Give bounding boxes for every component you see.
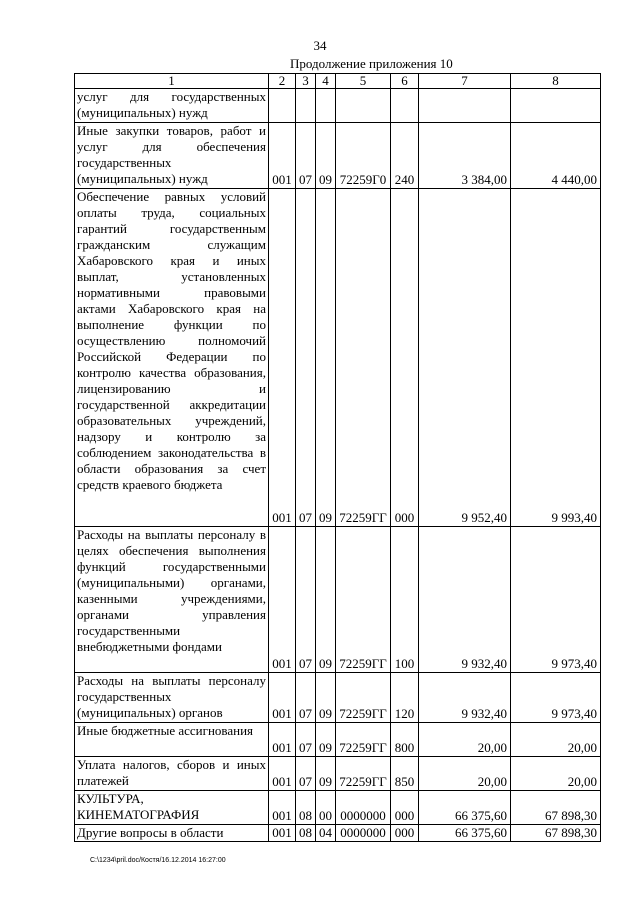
cell-expense-type: 100: [391, 527, 419, 673]
cell-subsection: 09: [316, 189, 336, 527]
cell-section: 07: [296, 757, 316, 791]
cell-subsection: 04: [316, 825, 336, 842]
cell-section: 07: [296, 527, 316, 673]
cell-amount-year2: [511, 89, 601, 123]
cell-ministry: 001: [269, 673, 296, 723]
cell-ministry: 001: [269, 527, 296, 673]
cell-target-article: 72259ГГ: [336, 527, 391, 673]
row-description: Расходы на выплаты персоналу государственных (муниципальных) органов: [75, 673, 269, 723]
cell-amount-year2: 20,00: [511, 723, 601, 757]
cell-section: 07: [296, 189, 316, 527]
cell-target-article: 72259Г0: [336, 123, 391, 189]
cell-ministry: 001: [269, 825, 296, 842]
cell-target-article: [336, 89, 391, 123]
header-cell: 5: [336, 74, 391, 89]
table-row: [75, 791, 601, 825]
cell-target-article: 72259ГГ: [336, 723, 391, 757]
cell-subsection: 09: [316, 723, 336, 757]
cell-section: 07: [296, 673, 316, 723]
cell-target-article: 72259ГГ: [336, 757, 391, 791]
cell-expense-type: 800: [391, 723, 419, 757]
cell-expense-type: 000: [391, 189, 419, 527]
table-row: [75, 673, 601, 723]
cell-ministry: [269, 89, 296, 123]
table-header-row: [75, 74, 601, 89]
row-description: Иные закупки товаров, работ и услуг для обеспечения государственных (муниципальных) нужд: [75, 123, 269, 189]
budget-table: [74, 73, 601, 842]
cell-subsection: 09: [316, 527, 336, 673]
cell-subsection: [316, 89, 336, 123]
table-row: [75, 723, 601, 757]
cell-amount-year1: 3 384,00: [419, 123, 511, 189]
cell-amount-year1: [419, 89, 511, 123]
table-row: [75, 825, 601, 842]
cell-amount-year2: 9 973,40: [511, 673, 601, 723]
header-cell: 6: [391, 74, 419, 89]
cell-subsection: 00: [316, 791, 336, 825]
file-path-footer: C:\1234\pril.doc/Костя/16.12.2014 16:27:00: [90, 857, 226, 864]
header-cell: 2: [269, 74, 296, 89]
table-row: [75, 123, 601, 189]
cell-amount-year1: 66 375,60: [419, 825, 511, 842]
cell-expense-type: 000: [391, 825, 419, 842]
cell-amount-year1: 9 932,40: [419, 527, 511, 673]
cell-amount-year2: 20,00: [511, 757, 601, 791]
row-description: КУЛЬТУРА, КИНЕМАТОГРАФИЯ: [75, 791, 269, 825]
row-description: Расходы на выплаты персоналу в целях обеспечения выполнения функций государственными (муниципальными) органами, казенными учреждениями, органами управления государственными внебюджетными фондами: [75, 527, 269, 673]
cell-section: 07: [296, 123, 316, 189]
cell-amount-year1: 9 932,40: [419, 673, 511, 723]
header-cell: 7: [419, 74, 511, 89]
cell-amount-year2: 9 993,40: [511, 189, 601, 527]
cell-section: [296, 89, 316, 123]
cell-amount-year1: 66 375,60: [419, 791, 511, 825]
page-number: 34: [313, 38, 327, 53]
row-description: Другие вопросы в области: [75, 825, 269, 842]
header-cell: 8: [511, 74, 601, 89]
cell-amount-year2: 67 898,30: [511, 791, 601, 825]
row-description: услуг для государственных (муниципальных) нужд: [75, 89, 269, 123]
table-row: [75, 757, 601, 791]
cell-section: 07: [296, 723, 316, 757]
cell-ministry: 001: [269, 757, 296, 791]
cell-ministry: 001: [269, 123, 296, 189]
table-caption: Продолжение приложения 10: [290, 56, 453, 71]
cell-amount-year1: 20,00: [419, 723, 511, 757]
cell-ministry: 001: [269, 723, 296, 757]
cell-target-article: 72259ГГ: [336, 673, 391, 723]
cell-ministry: 001: [269, 791, 296, 825]
table-row: [75, 189, 601, 527]
cell-amount-year2: 67 898,30: [511, 825, 601, 842]
cell-subsection: 09: [316, 673, 336, 723]
cell-amount-year2: 4 440,00: [511, 123, 601, 189]
cell-subsection: 09: [316, 123, 336, 189]
table-row: [75, 527, 601, 673]
cell-ministry: 001: [269, 189, 296, 527]
cell-target-article: 0000000: [336, 825, 391, 842]
cell-expense-type: 850: [391, 757, 419, 791]
cell-amount-year2: 9 973,40: [511, 527, 601, 673]
row-description: Иные бюджетные ассигнования: [75, 723, 269, 757]
cell-section: 08: [296, 825, 316, 842]
header-cell: 4: [316, 74, 336, 89]
cell-subsection: 09: [316, 757, 336, 791]
cell-amount-year1: 20,00: [419, 757, 511, 791]
cell-expense-type: 000: [391, 791, 419, 825]
cell-target-article: 0000000: [336, 791, 391, 825]
cell-expense-type: 120: [391, 673, 419, 723]
cell-target-article: 72259ГГ: [336, 189, 391, 527]
header-cell: 3: [296, 74, 316, 89]
cell-section: 08: [296, 791, 316, 825]
row-description: Обеспечение равных условий оплаты труда, социальных гарантий государственным гражданским служащим Хабаровского края и иных выплат, установленных нормативными правовыми актами Хабаровского края на выполнение функции по осуществлению полномочий Российской Федерации по контролю качества образования, лицензированию и государственной аккредитации образовательных учреждений, надзору и контролю за соблюдением законодательства в области образования за счет средств краевого бюджета: [75, 189, 269, 527]
row-description: Уплата налогов, сборов и иных платежей: [75, 757, 269, 791]
cell-expense-type: 240: [391, 123, 419, 189]
table-row: [75, 89, 601, 123]
cell-amount-year1: 9 952,40: [419, 189, 511, 527]
header-cell: 1: [75, 74, 269, 89]
cell-expense-type: [391, 89, 419, 123]
